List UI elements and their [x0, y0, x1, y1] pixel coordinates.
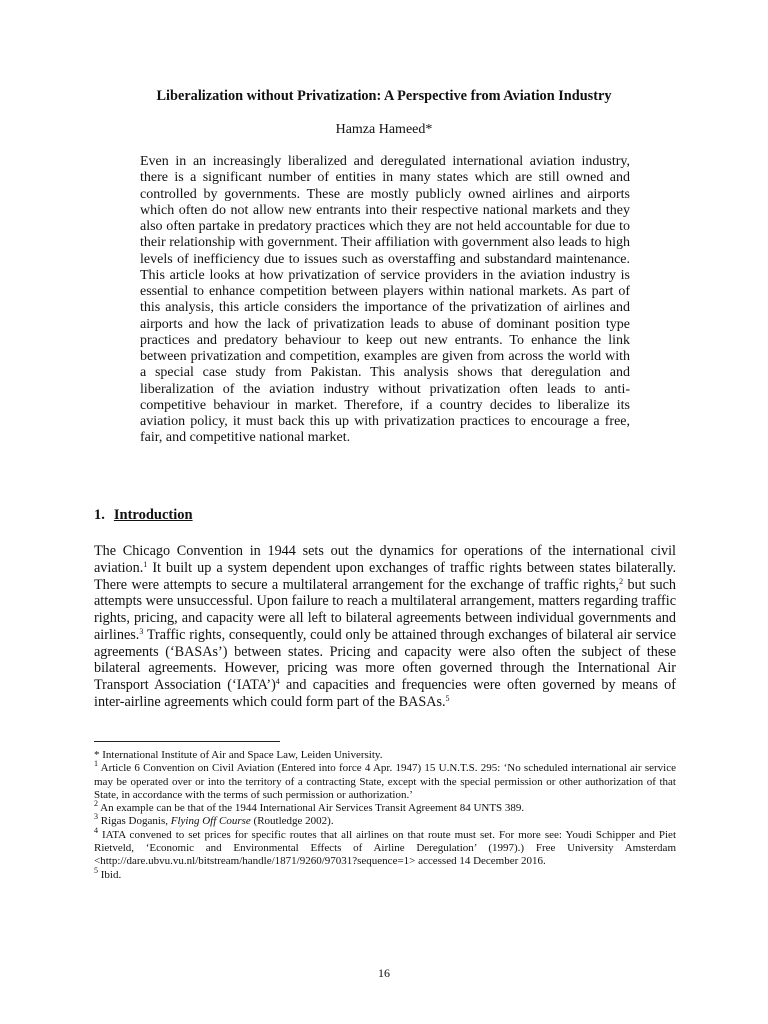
section-heading — [94, 507, 193, 524]
footnote-text: Ibid. — [98, 868, 122, 881]
footnote-ref[interactable]: 5 — [445, 693, 450, 703]
footnote-mark: 1 — [94, 759, 98, 769]
footnote-separator — [94, 741, 280, 742]
book-title: Flying Off Course — [170, 815, 251, 828]
footnote-ref[interactable]: 3 — [139, 626, 144, 636]
abstract: Even in an increasingly liberalized and deregulated international aviation industry, there is a significant number of entities in many states which are still owned and controlled by governments. These are mostly publicly owned airlines and airports which often do not allow new entrants into their respective national markets and they also often partake in predatory practices which they are not held accountable for due to their relationship with government. Their affiliation with government also leads to high levels of inefficiency due to issues such as overstaffing and substandard maintenance. This article looks at how privatization of service providers in the aviation industry is essential to enhance competition between players within national markets. As part of this analysis, this article considers the importance of the privatization of airlines and airports and how the lack of privatization leads to abuse of dominant position type practices and predatory behaviour to keep out new entrants. To enhance the link between privatization and competition, examples are given from across the world with a special case study from Pakistan. This analysis shows that deregulation and liberalization of the aviation industry without privatization often leads to anti-competitive behaviour in market. Therefore, if a country decides to liberalize its aviation policy, it must back this up with privatization practices to encourage a free, fair, and competitive national market. — [140, 154, 630, 446]
footnote-ref[interactable]: 1 — [143, 559, 148, 569]
body-text-segment: Traffic rights, consequently, could only be attained through exchanges of bilateral air service agreements (‘BASAs’) between states. Pricing and capacity were also often the subject of these bilateral agreements. However, pricing was more often governed through the International Air Transport Association (‘IATA’) — [94, 626, 676, 693]
section-number: 1. — [94, 507, 105, 523]
footnote-3 — [94, 812, 676, 828]
footnotes — [94, 749, 676, 882]
footnote-text: Rigas Doganis, — [98, 815, 171, 828]
introduction-paragraph — [94, 543, 676, 711]
footnote-mark: 5 — [94, 865, 98, 875]
footnote-5 — [94, 865, 676, 882]
footnote-2 — [94, 799, 676, 815]
footnote-mark: 3 — [94, 812, 98, 822]
footnote-1 — [94, 759, 676, 802]
footnote-mark: 2 — [94, 799, 98, 809]
body-text-segment: and capacities and frequencies were often governed by means of inter-airline agreements which could form part of the BASAs. — [94, 677, 677, 710]
footnote-ref[interactable]: 2 — [619, 576, 624, 586]
body-text-segment: The Chicago Convention in 1944 sets out the dynamics for operations of the international civil aviation. — [94, 543, 676, 576]
footnote-text: Article 6 Convention on Civil Aviation (Entered into force 4 Apr. 1947) 15 U.N.T.S. 295: ‘No scheduled international air service may be operated over or into the territory of a contracting State, except with the special permission or other authorization of that State, in accordance with the terms of such permission or authorization.’ — [94, 762, 676, 801]
paper-title: Liberalization without Privatization: A Perspective from Aviation Industry — [156, 88, 612, 104]
footnote-4 — [94, 825, 676, 869]
footnote-affiliation: * International Institute of Air and Space Law, Leiden University. — [94, 749, 383, 761]
footnote-text: An example can be that of the 1944 International Air Services Transit Agreement 84 UNTS 389. — [98, 802, 525, 815]
footnote-ref[interactable]: 4 — [275, 677, 280, 686]
author-name: Hamza Hameed* — [335, 122, 433, 137]
page-number: 16 — [378, 966, 390, 980]
footnote-mark: 4 — [94, 825, 98, 835]
section-title: Introduction — [113, 507, 193, 523]
body-text-segment: but such attempts were unsuccessful. Upon failure to reach a multilateral arrangement, matters regarding traffic rights, pricing, and capacity were all left to bilateral agreements between individual governments and airlines. — [94, 576, 676, 643]
footnote-text: (Routledge 2002). — [250, 815, 334, 828]
body-text-segment: It built up a system dependent upon exchanges of traffic rights between states bilaterally. There were attempts to secure a multilateral arrangement for the exchange of traffic rights, — [94, 559, 676, 593]
footnote-text: IATA convened to set prices for specific routes that all airlines on that route must set. For more see: Youdi Schipper and Piet Rietveld, ‘Economic and Environmental Effects of Airline Deregulation’ (1997).) Free University Amsterdam <http://dare.ubvu.vu.nl/bitstream/handle/1871/9260/97031?sequence=1> accessed 14 December 2016. — [94, 828, 676, 868]
